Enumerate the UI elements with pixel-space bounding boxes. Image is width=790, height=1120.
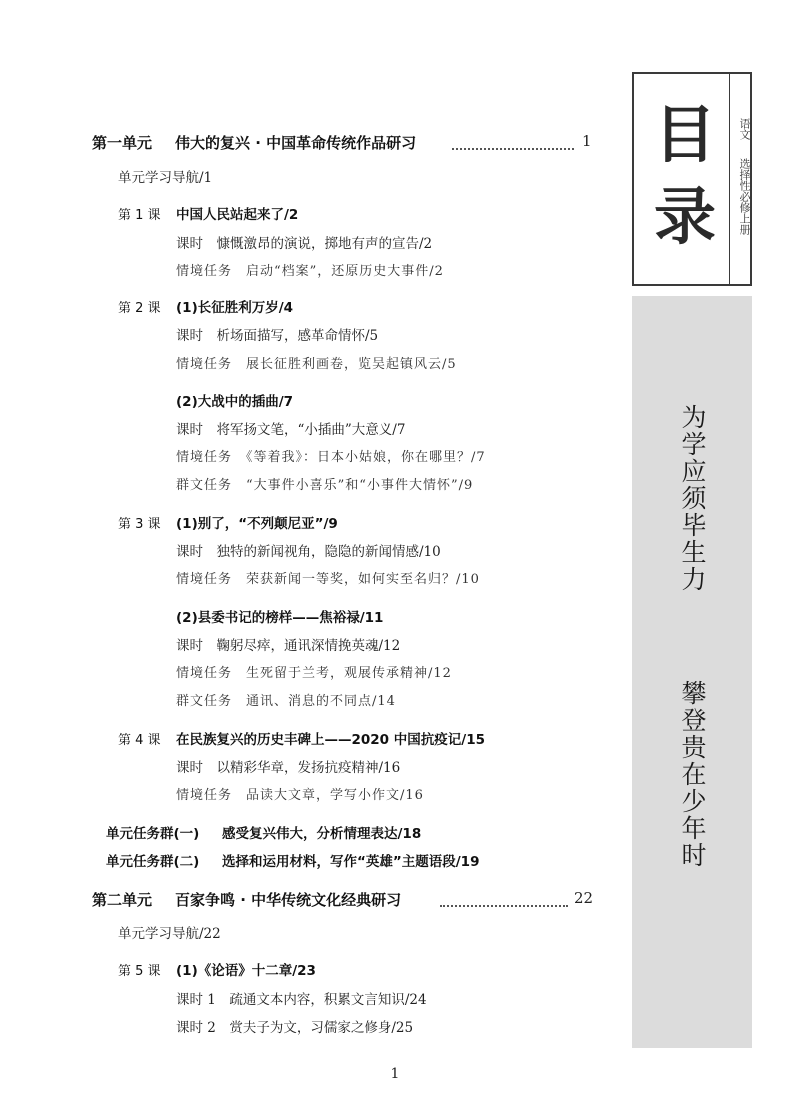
toc-entry[interactable]: 情境任务 生死留于兰考，观展传承精神/12 [176, 666, 452, 681]
unit-2-page: 22 [574, 889, 594, 907]
toc-title-char-2: 录 [653, 180, 716, 253]
page-number: 1 [390, 1066, 400, 1082]
task-group-2-title[interactable]: 选择和运用材料，写作“英雄”主题语段/19 [222, 854, 480, 870]
motto-line-1: 为学应须毕生力 [678, 404, 707, 593]
lesson-3-title-2[interactable]: (2)县委书记的榜样——焦裕禄/11 [176, 610, 384, 626]
unit-1-label[interactable]: 第一单元 [92, 134, 153, 152]
unit-guide-link[interactable]: 单元学习导航/1 [118, 170, 213, 186]
toc-entry[interactable]: 课时 1 疏通文本内容，积累文言知识/24 [176, 992, 427, 1008]
motto-line-2: 攀登贵在少年时 [678, 680, 707, 869]
task-group-1-label: 单元任务群(一) [106, 826, 200, 842]
lesson-3-label: 第 3 课 [118, 517, 161, 532]
toc-entry[interactable]: 课时 慷慨激昂的演说，掷地有声的宣告/2 [176, 236, 433, 252]
lesson-1-label: 第 1 课 [118, 208, 161, 223]
book-label: 选择性必修上册 [738, 158, 751, 235]
subject-label: 语文 [738, 118, 751, 140]
unit-1-page: 1 [582, 132, 592, 150]
unit-guide-link[interactable]: 单元学习导航/22 [118, 926, 221, 942]
toc-entry[interactable]: 课时 以精彩华章，发扬抗疫精神/16 [176, 760, 401, 776]
task-group-1-title[interactable]: 感受复兴伟大，分析情理表达/18 [222, 826, 422, 842]
motto-panel [632, 296, 752, 1048]
unit-2-title[interactable]: 百家争鸣 · 中华传统文化经典研习 [175, 891, 402, 909]
toc-entry[interactable]: 课时 析场面描写，感革命情怀/5 [176, 328, 379, 344]
toc-entry[interactable]: 群文任务 通讯、消息的不同点/14 [176, 694, 396, 709]
toc-title-box [632, 72, 752, 286]
lesson-2-title-2[interactable]: (2)大战中的插曲/7 [176, 394, 294, 410]
toc-entry[interactable]: 情境任务 启动“档案”，还原历史大事件/2 [176, 264, 444, 279]
toc-entry[interactable]: 课时 将军扬文笔，“小插曲”大意义/7 [176, 422, 406, 438]
toc-entry[interactable]: 课时 鞠躬尽瘁，通讯深情挽英魂/12 [176, 638, 401, 654]
divider [729, 74, 730, 284]
lesson-5-label: 第 5 课 [118, 964, 161, 979]
toc-entry[interactable]: 群文任务 “大事件小喜乐”和“小事件大情怀”/9 [176, 478, 474, 493]
lesson-4-label: 第 4 课 [118, 733, 161, 748]
toc-entry[interactable]: 课时 2 赏夫子为文，习儒家之修身/25 [176, 1020, 414, 1036]
toc-entry[interactable]: 情境任务 品读大文章，学写小作文/16 [176, 788, 424, 803]
lesson-2-title-1[interactable]: (1)长征胜利万岁/4 [176, 300, 294, 316]
lesson-5-title[interactable]: (1)《论语》十二章/23 [176, 963, 316, 979]
unit-1-title[interactable]: 伟大的复兴 · 中国革命传统作品研习 [175, 134, 417, 152]
toc-entry[interactable]: 课时 独特的新闻视角，隐隐的新闻情感/10 [176, 544, 441, 560]
unit-2-label[interactable]: 第二单元 [92, 891, 153, 909]
lesson-4-title[interactable]: 在民族复兴的历史丰碑上——2020 中国抗疫记/15 [176, 732, 485, 748]
toc-entry[interactable]: 情境任务 《等着我》：日本小姑娘，你在哪里？/7 [176, 450, 486, 465]
lesson-3-title-1[interactable]: (1)别了，“不列颠尼亚”/9 [176, 516, 338, 532]
toc-entry[interactable]: 情境任务 荣获新闻一等奖，如何实至名归？/10 [176, 572, 480, 587]
lesson-2-label: 第 2 课 [118, 301, 161, 316]
task-group-2-label: 单元任务群(二) [106, 854, 200, 870]
toc-entry[interactable]: 情境任务 展长征胜利画卷，览吴起镇风云/5 [176, 357, 457, 372]
lesson-1-title[interactable]: 中国人民站起来了/2 [176, 207, 299, 223]
leader-dots [452, 148, 574, 150]
toc-title-char-1: 目 [653, 98, 716, 171]
leader-dots [440, 905, 568, 907]
